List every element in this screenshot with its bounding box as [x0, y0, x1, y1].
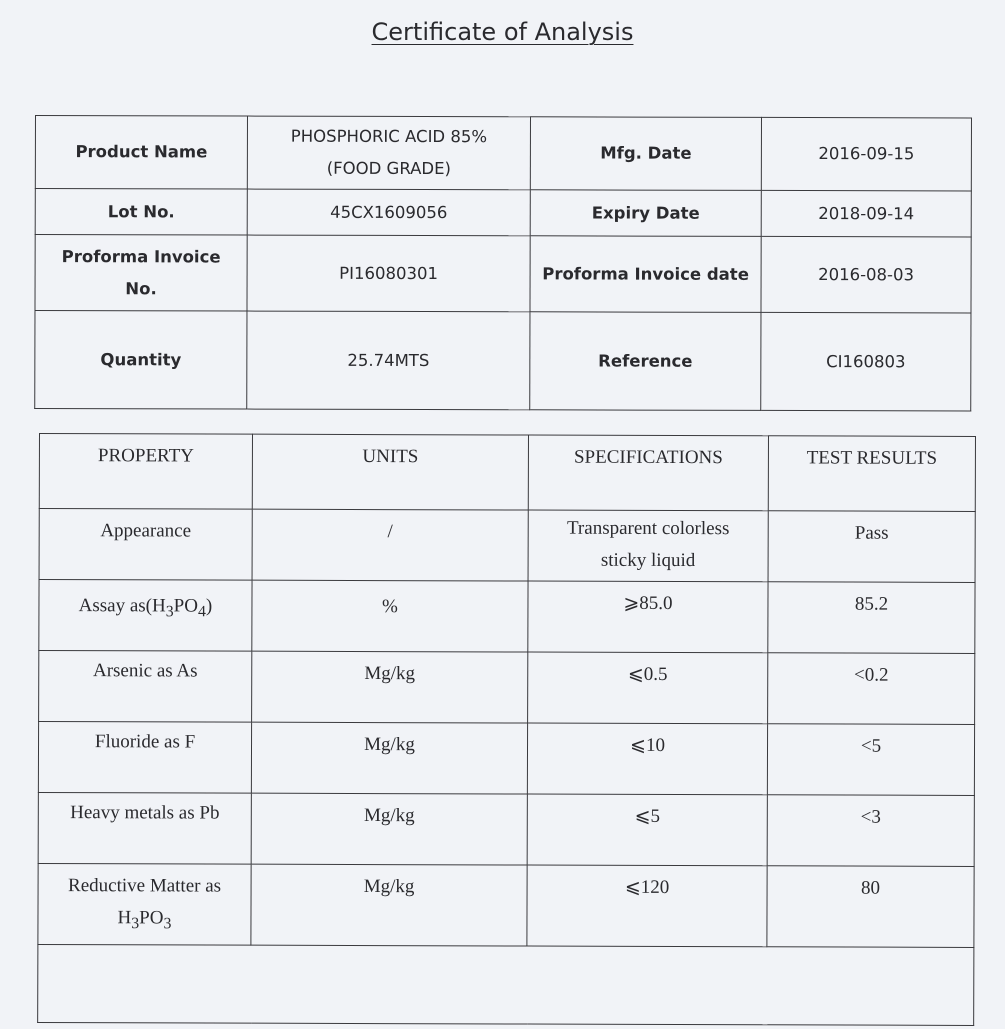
header-property: PROPERTY: [39, 434, 252, 510]
row-arsenic-specification: ⩽0.5: [528, 652, 768, 724]
table-row: [38, 863, 974, 947]
proforma-invoice-label-line2: No.: [125, 278, 157, 298]
row-appearance-specification: [528, 510, 768, 582]
product-name-line2: (FOOD GRADE): [326, 158, 452, 179]
row-heavy-metals-result: <3: [767, 795, 974, 867]
row-arsenic-result: <0.2: [768, 653, 975, 725]
proforma-invoice-date-value: 2016-08-03: [761, 236, 971, 313]
proforma-invoice-date-label: Proforma Invoice date: [530, 236, 761, 313]
table-row: [39, 651, 975, 725]
expiry-date-label: Expiry Date: [530, 190, 761, 237]
document-title: Certificate of Analysis: [371, 18, 634, 46]
row-fluoride-specification: ⩽10: [527, 723, 767, 795]
product-name-value: [247, 116, 530, 190]
row-assay-result: 85.2: [768, 582, 975, 654]
expiry-date-value: 2018-09-14: [761, 190, 971, 237]
header-specifications: SPECIFICATIONS: [528, 435, 768, 511]
row-arsenic-property: Arsenic as As: [39, 651, 252, 723]
lot-no-value: 45CX1609056: [247, 189, 530, 236]
lot-no-label: Lot No.: [35, 189, 247, 236]
row-fluoride-result: <5: [767, 724, 974, 796]
info-row-quantity: [35, 311, 971, 411]
info-row-product: [35, 116, 971, 191]
blank-cell: [38, 944, 974, 1025]
product-name-line1: PHOSPHORIC ACID 85%: [290, 126, 488, 147]
properties-header-row: [39, 434, 975, 512]
row-reductive-result: 80: [767, 866, 974, 947]
proforma-invoice-value: PI16080301: [247, 235, 530, 312]
properties-table: [37, 433, 976, 1026]
reductive-line2: $H_3PO_3$: [117, 907, 172, 933]
reductive-line1: Reductive Matter as: [68, 875, 222, 897]
header-units: UNITS: [252, 434, 528, 510]
table-row: [39, 580, 975, 654]
header-test-results: TEST RESULTS: [768, 436, 975, 512]
info-row-lot: [35, 189, 971, 237]
row-assay-property: Assay $as(H_3PO_4)$: [39, 580, 252, 652]
proforma-invoice-label-line1: Proforma Invoice: [61, 246, 221, 266]
reference-value: CI160803: [761, 312, 971, 411]
row-heavy-metals-property: Heavy metals as Pb: [38, 792, 251, 864]
info-row-proforma: [35, 235, 971, 313]
blank-row: [38, 944, 974, 1025]
row-assay-specification: ⩾85.0: [528, 581, 768, 653]
proforma-invoice-label: [35, 235, 247, 312]
mfg-date-label: Mfg. Date: [530, 117, 761, 191]
row-appearance-units: /: [252, 509, 528, 581]
row-heavy-metals-units: Mg/kg: [251, 793, 527, 865]
quantity-value: 25.74MTS: [247, 311, 530, 410]
product-info-table: [34, 115, 972, 411]
mfg-date-value: 2016-09-15: [761, 117, 971, 191]
row-appearance-result: Pass: [768, 511, 975, 583]
table-row: [39, 509, 975, 583]
row-reductive-specification: ⩽120: [527, 865, 767, 947]
row-assay-units: %: [252, 580, 528, 652]
spec-line2: sticky liquid: [600, 549, 696, 572]
product-name-label: Product Name: [35, 116, 247, 190]
row-appearance-property: Appearance: [39, 509, 252, 581]
spec-line1: Transparent colorless: [566, 517, 730, 540]
table-row: [38, 792, 974, 866]
table-row: [38, 722, 974, 796]
row-arsenic-units: Mg/kg: [252, 651, 528, 723]
row-fluoride-units: Mg/kg: [251, 722, 527, 794]
reference-label: Reference: [530, 312, 761, 411]
row-reductive-units: Mg/kg: [251, 864, 527, 946]
row-reductive-property: [38, 863, 251, 944]
row-fluoride-property: Fluoride as F: [38, 722, 251, 794]
quantity-label: Quantity: [35, 311, 247, 410]
row-heavy-metals-specification: ⩽5: [527, 794, 767, 866]
